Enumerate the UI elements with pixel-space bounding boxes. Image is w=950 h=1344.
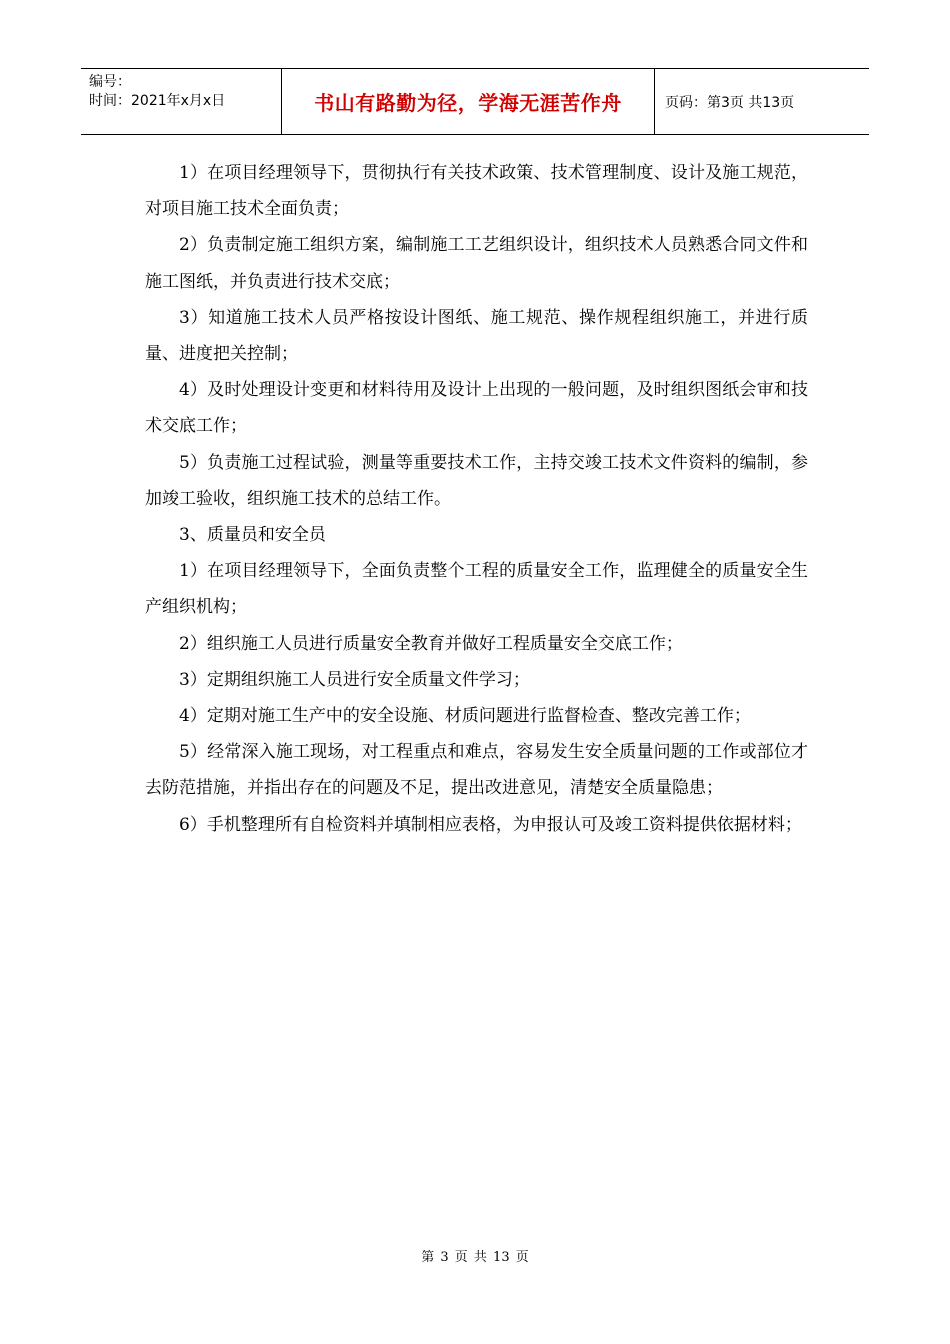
paragraph: 2）组织施工人员进行质量安全教育并做好工程质量安全交底工作；: [179, 633, 683, 654]
paragraph: 1）在项目经理领导下，贯彻执行有关技术政策、技术管理制度、设计及施工规范，对项目施工技术全面负责；: [145, 163, 808, 220]
header-page-info: 页码：第3页 共13页: [665, 94, 795, 111]
document-body: [145, 155, 808, 843]
paragraph: 4）定期对施工生产中的安全设施、材质问题进行监督检查、整改完善工作；: [179, 706, 751, 727]
header-motto: 书山有路勤为径，学海无涯苦作舟: [282, 69, 655, 134]
paragraph: 5）负责施工过程试验，测量等重要技术工作，主持交竣工技术文件资料的编制，参加竣工验收，组织施工技术的总结工作。: [145, 452, 808, 509]
header-meta: [81, 69, 282, 134]
paragraph: 6）手机整理所有自检资料并填制相应表格，为申报认可及竣工资料提供依据材料；: [179, 814, 802, 835]
section-heading: 3、质量员和安全员: [179, 525, 326, 546]
page-footer: 第 3 页 共 13 页: [421, 1250, 529, 1265]
page-header: [81, 68, 869, 135]
paragraph: 3）知道施工技术人员严格按设计图纸、施工规范、操作规程组织施工，并进行质量、进度把关控制；: [145, 307, 808, 365]
paragraph: 3）定期组织施工人员进行安全质量文件学习；: [179, 669, 530, 690]
paragraph: 1）在项目经理领导下，全面负责整个工程的质量安全工作，监理健全的质量安全生产组织机构；: [145, 561, 808, 618]
document-number-label: 编号：: [89, 74, 131, 90]
paragraph: 4）及时处理设计变更和材料待用及设计上出现的一般问题，及时组织图纸会审和技术交底工作；: [145, 380, 808, 437]
paragraph: 5）经常深入施工现场，对工程重点和难点，容易发生安全质量问题的工作或部位才去防范措施，并指出存在的问题及不足，提出改进意见，清楚安全质量隐患；: [145, 742, 808, 799]
document-date: 时间：2021年x月x日: [89, 93, 226, 109]
paragraph: 2）负责制定施工组织方案，编制施工工艺组织设计，组织技术人员熟悉合同文件和施工图纸，并负责进行技术交底；: [145, 235, 808, 292]
